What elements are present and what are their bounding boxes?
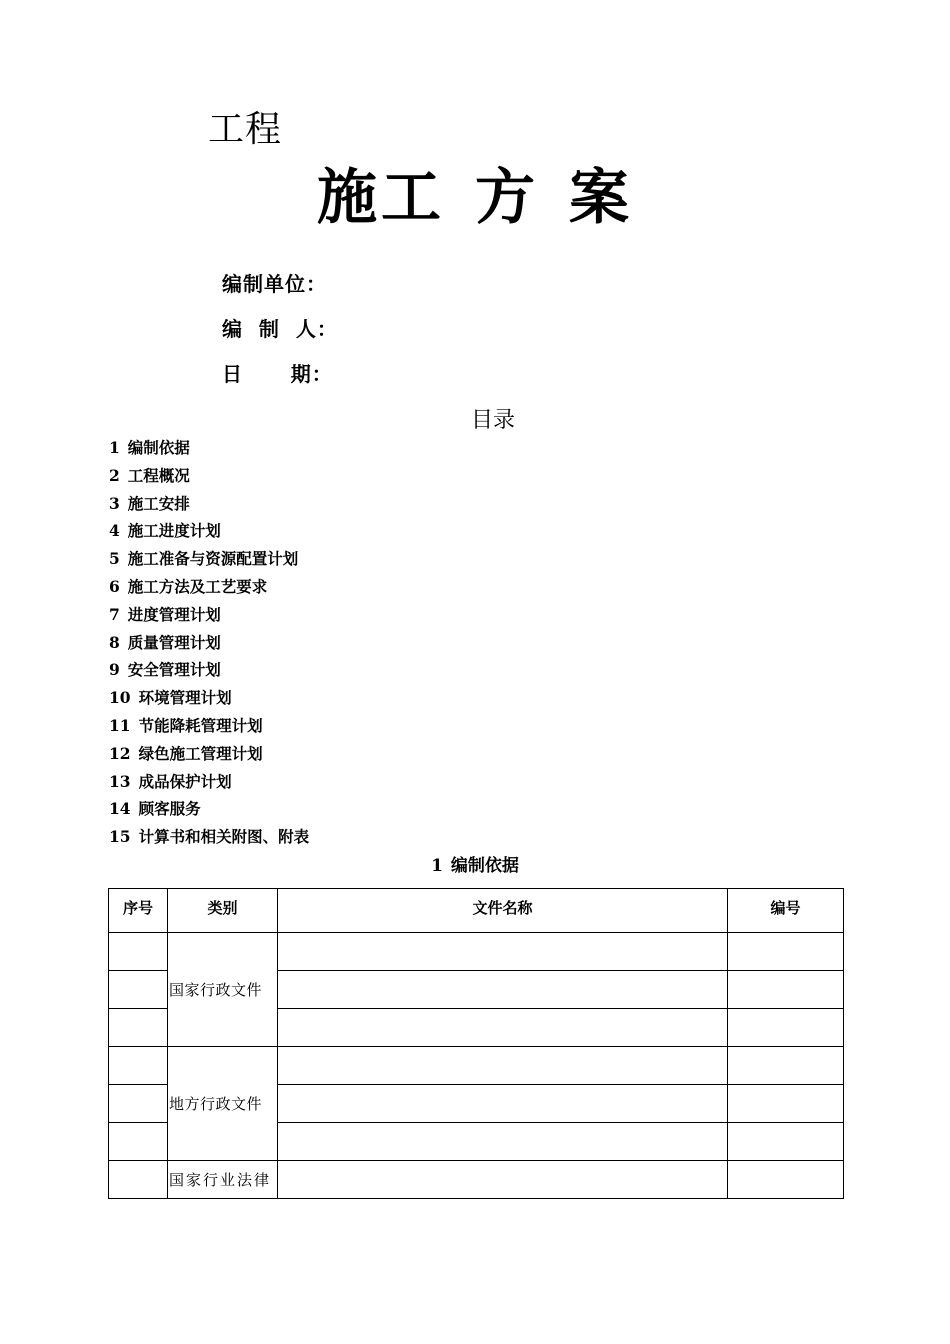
cell-doc-name	[278, 1123, 728, 1161]
compiler-label: 编 制 人：	[222, 317, 338, 341]
cell-code	[728, 1009, 844, 1047]
toc-item-label: 计算书和相关附图、附表	[138, 828, 310, 847]
toc-item	[109, 434, 309, 462]
toc-item-number: 14	[109, 799, 131, 819]
section-title: 编制依据	[450, 856, 519, 876]
cell-doc-name	[278, 933, 728, 971]
toc-item	[109, 795, 309, 823]
category-local-admin: 地方行政文件	[168, 1047, 278, 1161]
toc-item	[109, 517, 309, 545]
compilation-basis-table	[108, 888, 844, 1199]
cell-code	[728, 1085, 844, 1123]
toc-item-label: 编制依据	[127, 439, 190, 457]
toc-item-number: 4	[109, 521, 120, 541]
cell-doc-name	[278, 1161, 728, 1199]
cell-doc-name	[278, 1085, 728, 1123]
toc-item-number: 13	[109, 771, 131, 791]
title-part-3: 案	[569, 163, 633, 233]
toc-item-label: 绿色施工管理计划	[138, 744, 263, 763]
document-title	[0, 162, 950, 234]
table-header-row	[109, 889, 844, 933]
section-heading	[0, 853, 950, 879]
toc-item	[109, 823, 309, 851]
header-seq: 序号	[109, 889, 168, 933]
title-part-2: 方	[475, 163, 539, 233]
table-row	[109, 933, 844, 971]
toc-item-number: 5	[109, 549, 120, 569]
project-label: 工程	[208, 109, 283, 150]
cell-seq	[109, 933, 168, 971]
toc-item	[109, 768, 309, 796]
toc-item-label: 施工进度计划	[127, 522, 221, 541]
category-national-admin: 国家行政文件	[168, 933, 278, 1047]
date-label: 日 期：	[222, 362, 333, 386]
cell-code	[728, 1161, 844, 1199]
toc-item-label: 进度管理计划	[127, 605, 221, 624]
cell-code	[728, 1123, 844, 1161]
toc-item-number: 3	[109, 493, 120, 513]
cell-doc-name	[278, 1009, 728, 1047]
toc-item-label: 环境管理计划	[138, 689, 232, 708]
toc-item-number: 10	[109, 688, 131, 708]
toc-item-number: 12	[109, 743, 131, 763]
cell-code	[728, 933, 844, 971]
cell-code	[728, 971, 844, 1009]
toc-item-label: 质量管理计划	[127, 633, 221, 652]
toc-item-label: 成品保护计划	[138, 772, 232, 791]
toc-item-label: 工程概况	[127, 466, 190, 485]
cell-seq	[109, 1009, 168, 1047]
cell-doc-name	[278, 1047, 728, 1085]
toc-item	[109, 712, 309, 740]
toc-item	[109, 462, 309, 490]
toc-item	[109, 545, 309, 573]
header-doc-name: 文件名称	[278, 889, 728, 933]
toc-item	[109, 573, 309, 601]
toc-item-number: 11	[109, 715, 131, 735]
cell-seq	[109, 1047, 168, 1085]
section-number: 1	[431, 856, 443, 876]
toc-item-number: 6	[109, 576, 120, 596]
cell-seq	[109, 1123, 168, 1161]
compiling-unit-label: 编制单位：	[222, 272, 327, 296]
title-part-1: 施工	[317, 163, 445, 233]
cell-code	[728, 1047, 844, 1085]
toc-item	[109, 490, 309, 518]
table-row	[109, 1161, 844, 1199]
toc-item	[109, 601, 309, 629]
cell-seq	[109, 971, 168, 1009]
toc-item-label: 施工方法及工艺要求	[127, 577, 268, 596]
toc-item-label: 施工准备与资源配置计划	[127, 550, 299, 569]
toc-title: 目录	[470, 408, 515, 433]
table-row	[109, 1047, 844, 1085]
table-of-contents	[109, 434, 309, 851]
toc-item	[109, 740, 309, 768]
toc-item	[109, 629, 309, 657]
toc-item-number: 2	[109, 465, 120, 485]
toc-item-label: 施工安排	[127, 494, 190, 513]
header-code: 编号	[728, 889, 844, 933]
toc-item-number: 15	[109, 827, 131, 847]
toc-item-number: 8	[109, 632, 120, 652]
cell-seq	[109, 1085, 168, 1123]
toc-item-label: 安全管理计划	[127, 661, 221, 680]
toc-item	[109, 684, 309, 712]
header-category: 类别	[168, 889, 278, 933]
toc-item-number: 7	[109, 604, 120, 624]
toc-item	[109, 656, 309, 684]
cell-doc-name	[278, 971, 728, 1009]
toc-item-label: 顾客服务	[138, 800, 201, 819]
toc-item-label: 节能降耗管理计划	[138, 716, 263, 735]
cell-seq	[109, 1161, 168, 1199]
category-national-industry-law: 国家行业法律	[168, 1161, 278, 1199]
toc-item-number: 1	[109, 438, 120, 457]
toc-item-number: 9	[109, 660, 120, 680]
